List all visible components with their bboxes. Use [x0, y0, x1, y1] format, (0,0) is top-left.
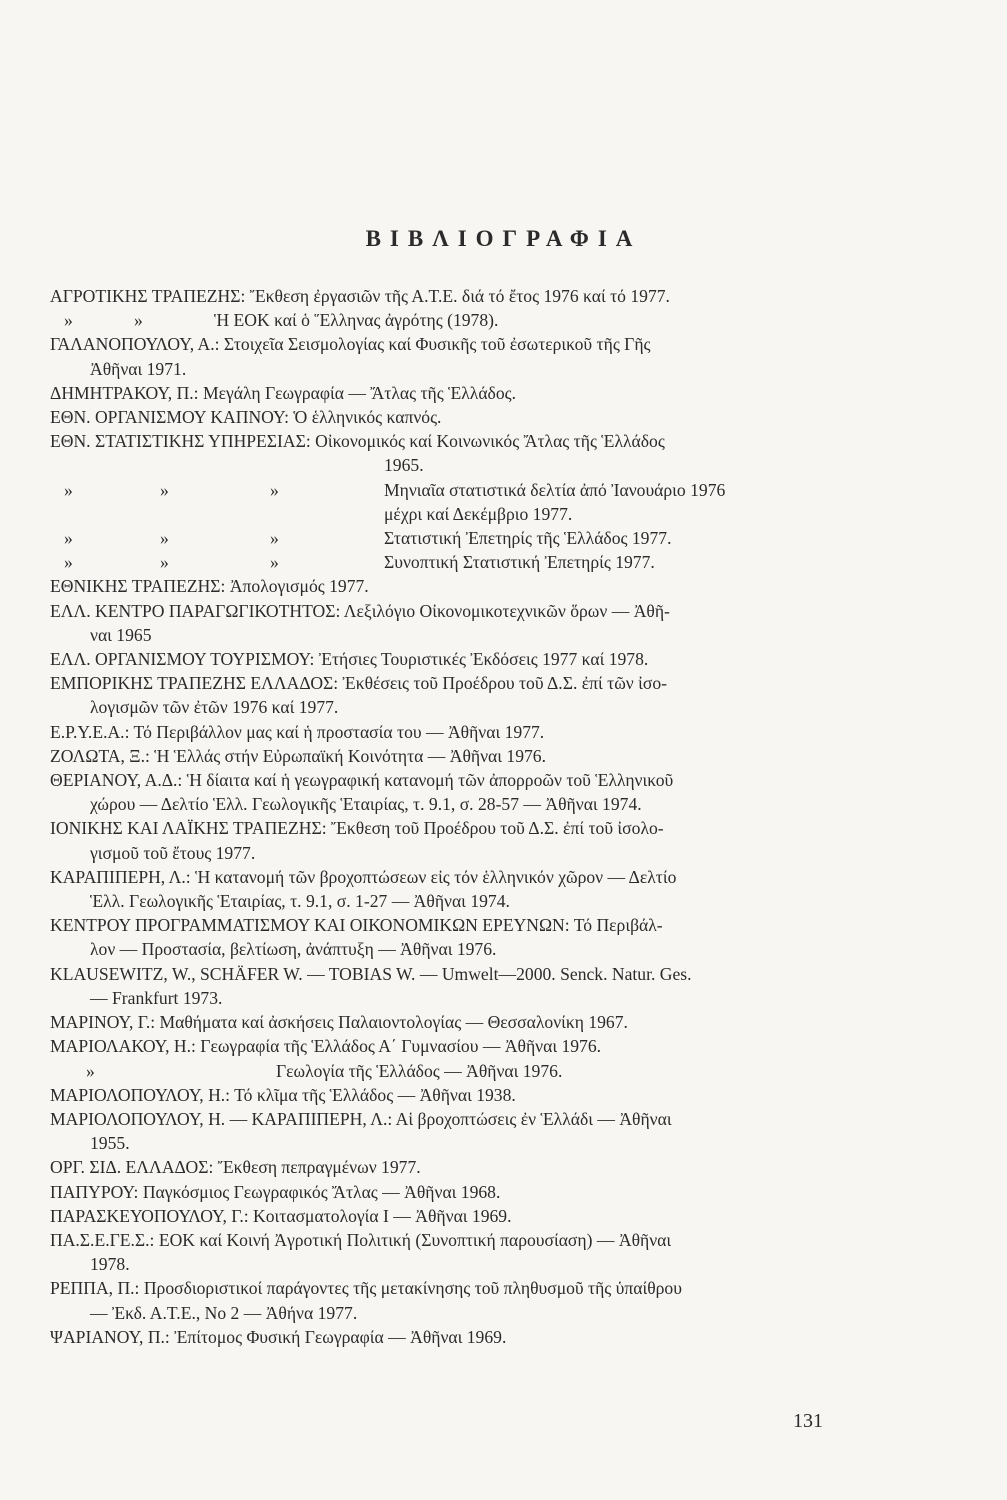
bibliography-entry: [50, 816, 840, 864]
ditto-mark: »: [270, 479, 279, 500]
entry-line: ΡΕΠΠΑ, Π.: Προσδιοριστικοί παράγοντες τῆς μετακίνησης τοῦ πληθυσμοῦ τῆς ὑπαίθρου: [50, 1278, 682, 1299]
entry-line: ΜΑΡΙΟΛΟΠΟΥΛΟΥ, Η.: Τό κλῖμα τῆς Ἑλλάδος — Ἀθῆναι 1938.: [50, 1084, 516, 1105]
entry-line: ΟΡΓ. ΣΙΔ. ΕΛΛΑΔΟΣ: Ἔκθεση πεπραγμένων 1977.: [50, 1157, 421, 1178]
page-title: ΒΙΒΛΙΟΓΡΑΦΙΑ: [365, 226, 642, 251]
ditto-mark: »: [160, 552, 169, 573]
entry-line: Συνοπτική Στατιστική Ἐπετηρίς 1977.: [384, 552, 655, 573]
entry-continuation: Ἀθῆναι 1971.: [90, 358, 187, 379]
entry-line: KLAUSEWITZ, W., SCHÄFER W. — TOBIAS W. — Umwelt—2000. Senck. Natur. Ges.: [50, 963, 692, 984]
bibliography-entry: [50, 1180, 840, 1204]
ditto-mark: »: [160, 528, 169, 549]
bibliography-entry: [50, 1325, 840, 1349]
entry-continuation: γισμοῦ τοῦ ἔτους 1977.: [90, 842, 256, 863]
bibliography-entry: [50, 381, 840, 405]
bibliography-entry: [50, 550, 840, 574]
entry-line: ΜΑΡΙΝΟΥ, Γ.: Μαθήματα καί ἀσκήσεις Παλαιοντολογίας — Θεσσαλονίκη 1967.: [50, 1012, 628, 1033]
ditto-mark: »: [160, 479, 169, 500]
entry-line: ΕΛΛ. ΟΡΓΑΝΙΣΜΟΥ ΤΟΥΡΙΣΜΟΥ: Ἐτήσιες Τουριστικές Ἐκδόσεις 1977 καί 1978.: [50, 649, 649, 670]
ditto-mark: »: [134, 310, 143, 331]
bibliography-entry: [50, 865, 840, 913]
entry-line: ΓΑΛΑΝΟΠΟΥΛΟΥ, Α.: Στοιχεῖα Σεισμολογίας καί Φυσικῆς τοῦ ἐσωτερικοῦ τῆς Γῆς: [50, 334, 651, 355]
bibliography-entry: [50, 574, 840, 598]
bibliography-entry: [50, 962, 840, 1010]
entry-line: Στατιστική Ἐπετηρίς τῆς Ἑλλάδος 1977.: [384, 528, 672, 549]
entry-line: ΜΑΡΙΟΛΑΚΟΥ, Η.: Γεωγραφία τῆς Ἑλλάδος Α΄ Γυμνασίου — Ἀθῆναι 1976.: [50, 1036, 602, 1057]
entry-line: Μηνιαῖα στατιστικά δελτία ἀπό Ἰανουάριο 1976: [384, 479, 726, 500]
bibliography-entry: [50, 768, 840, 816]
bibliography-entry: [50, 1083, 840, 1107]
bibliography-entry: [50, 526, 840, 550]
entry-line: ΚΑΡΑΠΙΠΕΡΗ, Λ.: Ἡ κατανομή τῶν βροχοπτώσεων εἰς τόν ἑλληνικόν χῶρον — Δελτίο: [50, 866, 677, 887]
ditto-mark: »: [86, 1060, 95, 1081]
ditto-mark: »: [64, 479, 73, 500]
entry-line: Γεωλογία τῆς Ἑλλάδος — Ἀθῆναι 1976.: [276, 1060, 563, 1081]
entry-line: ΕΜΠΟΡΙΚΗΣ ΤΡΑΠΕΖΗΣ ΕΛΛΑΔΟΣ: Ἐκθέσεις τοῦ Προέδρου τοῦ Δ.Σ. ἐπί τῶν ἰσο-: [50, 673, 668, 694]
bibliography-entry: [50, 671, 840, 719]
entry-continuation: 1978.: [90, 1254, 130, 1275]
entry-continuation: μέχρι καί Δεκέμβριο 1977.: [384, 503, 573, 524]
bibliography-entry: [50, 720, 840, 744]
entry-line: ΚΕΝΤΡΟΥ ΠΡΟΓΡΑΜΜΑΤΙΣΜΟΥ ΚΑΙ ΟΙΚΟΝΟΜΙΚΩΝ ΕΡΕΥΝΩΝ: Τό Περιβάλ-: [50, 915, 663, 936]
entry-line: ΕΛΛ. ΚΕΝΤΡΟ ΠΑΡΑΓΩΓΙΚΟΤΗΤΟΣ: Λεξιλόγιο Οἰκονομικοτεχνικῶν ὅρων — Ἀθῆ-: [50, 600, 670, 621]
entry-line: ΕΘΝ. ΟΡΓΑΝΙΣΜΟΥ ΚΑΠΝΟΥ: Ὁ ἑλληνικός καπνός.: [50, 407, 442, 428]
bibliography-entry: [50, 332, 840, 380]
bibliography-entry: [50, 1155, 840, 1179]
entry-line: ΜΑΡΙΟΛΟΠΟΥΛΟΥ, Η. — ΚΑΡΑΠΙΠΕΡΗ, Λ.: Αἱ βροχοπτώσεις ἐν Ἑλλάδι — Ἀθῆναι: [50, 1108, 672, 1129]
bibliography-entry: [50, 478, 840, 526]
bibliography-entry: [50, 1034, 840, 1058]
entry-continuation: 1965.: [384, 455, 424, 476]
entry-line: ΔΗΜΗΤΡΑΚΟΥ, Π.: Μεγάλη Γεωγραφία — Ἄτλας τῆς Ἑλλάδος.: [50, 382, 517, 403]
entry-line: ΑΓΡΟΤΙΚΗΣ ΤΡΑΠΕΖΗΣ: Ἔκθεση ἐργασιῶν τῆς Α.Τ.Ε. διά τό ἔτος 1976 καί τό 1977.: [50, 286, 670, 306]
bibliography-entry: [50, 429, 840, 477]
bibliography-entry: [50, 1059, 840, 1083]
bibliography-entry: [50, 405, 840, 429]
bibliography-list: [50, 284, 840, 1349]
entry-line: ΨΑΡΙΑΝΟΥ, Π.: Ἐπίτομος Φυσική Γεωγραφία — Ἀθῆναι 1969.: [50, 1326, 507, 1347]
entry-continuation: — Frankfurt 1973.: [90, 987, 223, 1008]
entry-continuation: 1955.: [90, 1133, 130, 1154]
bibliography-entry: [50, 647, 840, 671]
bibliography-entry: [50, 1204, 840, 1228]
bibliography-entry: [50, 913, 840, 961]
entry-line: ΙΟΝΙΚΗΣ ΚΑΙ ΛΑΪΚΗΣ ΤΡΑΠΕΖΗΣ: Ἔκθεση τοῦ Προέδρου τοῦ Δ.Σ. ἐπί τοῦ ἰσολο-: [50, 818, 664, 839]
entry-continuation: λογισμῶν τῶν ἐτῶν 1976 καί 1977.: [90, 697, 339, 718]
bibliography-entry: [50, 744, 840, 768]
bibliography-entry: [50, 284, 840, 308]
entry-line: ΕΘΝ. ΣΤΑΤΙΣΤΙΚΗΣ ΥΠΗΡΕΣΙΑΣ: Οἰκονομικός καί Κοινωνικός Ἄτλας τῆς Ἑλλάδος: [50, 431, 665, 452]
bibliography-entry: [50, 308, 840, 332]
ditto-mark: »: [64, 310, 73, 331]
entry-line: ΖΟΛΩΤΑ, Ξ.: Ἡ Ἑλλάς στήν Εὐρωπαϊκή Κοινότητα — Ἀθῆναι 1976.: [50, 745, 546, 766]
entry-line: ΠΑ.Σ.Ε.ΓΕ.Σ.: ΕΟΚ καί Κοινή Ἀγροτική Πολιτική (Συνοπτική παρουσίαση) — Ἀθῆναι: [50, 1229, 672, 1250]
page-number: 131: [793, 1410, 823, 1432]
entry-line: Ε.Ρ.Υ.Ε.Α.: Τό Περιβάλλον μας καί ἡ προστασία του — Ἀθῆναι 1977.: [50, 721, 545, 742]
ditto-mark: »: [270, 552, 279, 573]
entry-continuation: λον — Προστασία, βελτίωση, ἀνάπτυξη — Ἀθῆναι 1976.: [90, 939, 497, 960]
ditto-mark: »: [64, 528, 73, 549]
bibliography-entry: [50, 1228, 840, 1276]
ditto-mark: »: [64, 552, 73, 573]
bibliography-entry: [50, 1010, 840, 1034]
entry-line: ΘΕΡΙΑΝΟΥ, Α.Δ.: Ἡ δίαιτα καί ἡ γεωγραφική κατανομή τῶν ἀπορροῶν τοῦ Ἑλληνικοῦ: [50, 770, 674, 791]
bibliography-entry: [50, 1276, 840, 1324]
bibliography-entry: [50, 1107, 840, 1155]
ditto-mark: »: [270, 528, 279, 549]
entry-line: Ἡ ΕΟΚ καί ὁ Ἕλληνας ἀγρότης (1978).: [214, 310, 499, 331]
entry-line: ΕΘΝΙΚΗΣ ΤΡΑΠΕΖΗΣ: Ἀπολογισμός 1977.: [50, 576, 369, 597]
entry-line: ΠΑΡΑΣΚΕΥΟΠΟΥΛΟΥ, Γ.: Κοιτασματολογία Ι — Ἀθῆναι 1969.: [50, 1205, 512, 1226]
entry-continuation: χώρου — Δελτίο Ἑλλ. Γεωλογικῆς Ἑταιρίας, τ. 9.1, σ. 28-57 — Ἀθῆναι 1974.: [90, 794, 642, 815]
entry-line: ΠΑΠΥΡΟΥ: Παγκόσμιος Γεωγραφικός Ἄτλας — Ἀθῆναι 1968.: [50, 1181, 501, 1202]
entry-continuation: — Ἐκδ. Α.Τ.Ε., Νο 2 — Ἀθήνα 1977.: [90, 1302, 358, 1323]
bibliography-entry: [50, 599, 840, 647]
entry-continuation: Ἑλλ. Γεωλογικῆς Ἑταιρίας, τ. 9.1, σ. 1-27 — Ἀθῆναι 1974.: [90, 891, 510, 912]
entry-continuation: ναι 1965: [90, 624, 152, 645]
